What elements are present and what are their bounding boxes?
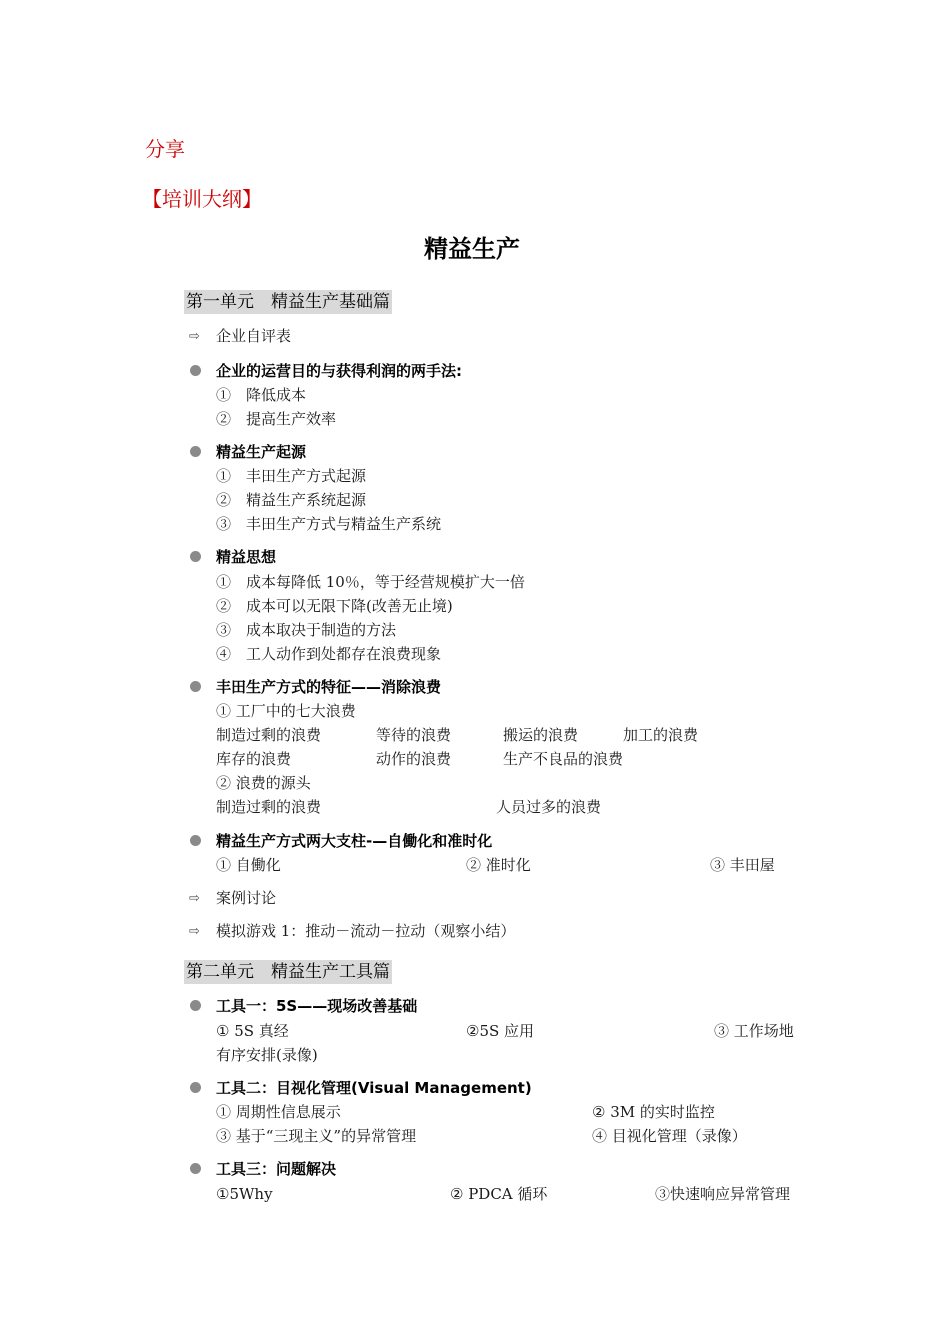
list-item: ③ 基于“三现主义”的异常管理	[216, 1127, 417, 1145]
list-item: ② 精益生产系统起源	[216, 491, 367, 509]
waste-item: 等待的浪费	[376, 726, 452, 744]
list-item: ③ 成本取决于制造的方法	[216, 621, 397, 639]
section-title: 工具三：问题解决	[216, 1160, 337, 1178]
waste-item: 制造过剩的浪费	[216, 798, 322, 816]
page-title: 精益生产	[424, 235, 520, 263]
list-item: ③ 工作场地	[714, 1022, 794, 1040]
unit1-heading: 第一单元 精益生产基础篇	[186, 292, 390, 312]
list-item: ① 周期性信息展示	[216, 1103, 341, 1121]
list-item: ② PDCA 循环	[450, 1185, 548, 1203]
list-item: ④ 目视化管理（录像）	[592, 1127, 747, 1145]
bullet-dot-icon	[190, 551, 201, 562]
list-item: ① 自働化	[216, 856, 281, 874]
bullet-dot-icon	[190, 446, 201, 457]
list-item: ② 成本可以无限下降(改善无止境)	[216, 597, 453, 615]
waste-item: 人员过多的浪费	[496, 798, 602, 816]
list-item: ④ 工人动作到处都存在浪费现象	[216, 645, 442, 663]
self-eval-item: 企业自评表	[216, 327, 292, 345]
bullet-dot-icon	[190, 835, 201, 846]
bullet-dot-icon	[190, 1000, 201, 1011]
waste-item: 加工的浪费	[623, 726, 699, 744]
list-item: ③ 丰田屋	[710, 856, 775, 874]
section-title: 工具一：5S——现场改善基础	[216, 997, 418, 1015]
bullet-dot-icon	[190, 365, 201, 376]
waste-item: 库存的浪费	[216, 750, 292, 768]
bullet-dot-icon	[190, 681, 201, 692]
list-item: ①5Why	[216, 1185, 273, 1203]
waste-item: 搬运的浪费	[503, 726, 579, 744]
arrow-right-icon: ⇨	[189, 329, 200, 344]
list-item: ① 成本每降低 10％，等于经营规模扩大一倍	[216, 573, 525, 591]
list-item: ②5S 应用	[466, 1022, 535, 1040]
list-item: ③ 丰田生产方式与精益生产系统	[216, 515, 442, 533]
section-title: 企业的运营目的与获得利润的两手法:	[216, 362, 463, 380]
arrow-right-icon: ⇨	[189, 891, 200, 906]
game-item: 模拟游戏 1：推动－流动－拉动（观察小结）	[216, 922, 516, 940]
waste-item: 制造过剩的浪费	[216, 726, 322, 744]
section-title: 精益生产起源	[216, 443, 307, 461]
list-item: ③快速响应异常管理	[655, 1185, 791, 1203]
list-item: ① 5S 真经	[216, 1022, 289, 1040]
waste-item: 动作的浪费	[376, 750, 452, 768]
list-item: ② 浪费的源头	[216, 774, 311, 792]
share-label: 分享	[145, 137, 185, 161]
bullet-dot-icon	[190, 1163, 201, 1174]
section-title: 精益生产方式两大支柱-—自働化和准时化	[216, 832, 493, 850]
section-title: 工具二：目视化管理(Visual Management)	[216, 1079, 532, 1097]
unit2-heading: 第二单元 精益生产工具篇	[186, 962, 390, 982]
list-item: ② 准时化	[466, 856, 531, 874]
list-item: ① 降低成本	[216, 386, 307, 404]
list-item: ① 丰田生产方式起源	[216, 467, 367, 485]
list-item: ② 提高生产效率	[216, 410, 337, 428]
section-title: 精益思想	[216, 548, 277, 566]
list-item: ① 工厂中的七大浪费	[216, 702, 356, 720]
case-item: 案例讨论	[216, 889, 277, 907]
waste-item: 生产不良品的浪费	[503, 750, 624, 768]
arrow-right-icon: ⇨	[189, 924, 200, 939]
list-item: 有序安排(录像)	[216, 1046, 318, 1064]
list-item: ② 3M 的实时监控	[592, 1103, 715, 1121]
bullet-dot-icon	[190, 1082, 201, 1093]
outline-label: 【培训大纲】	[142, 187, 262, 211]
section-title: 丰田生产方式的特征——消除浪费	[216, 678, 442, 696]
